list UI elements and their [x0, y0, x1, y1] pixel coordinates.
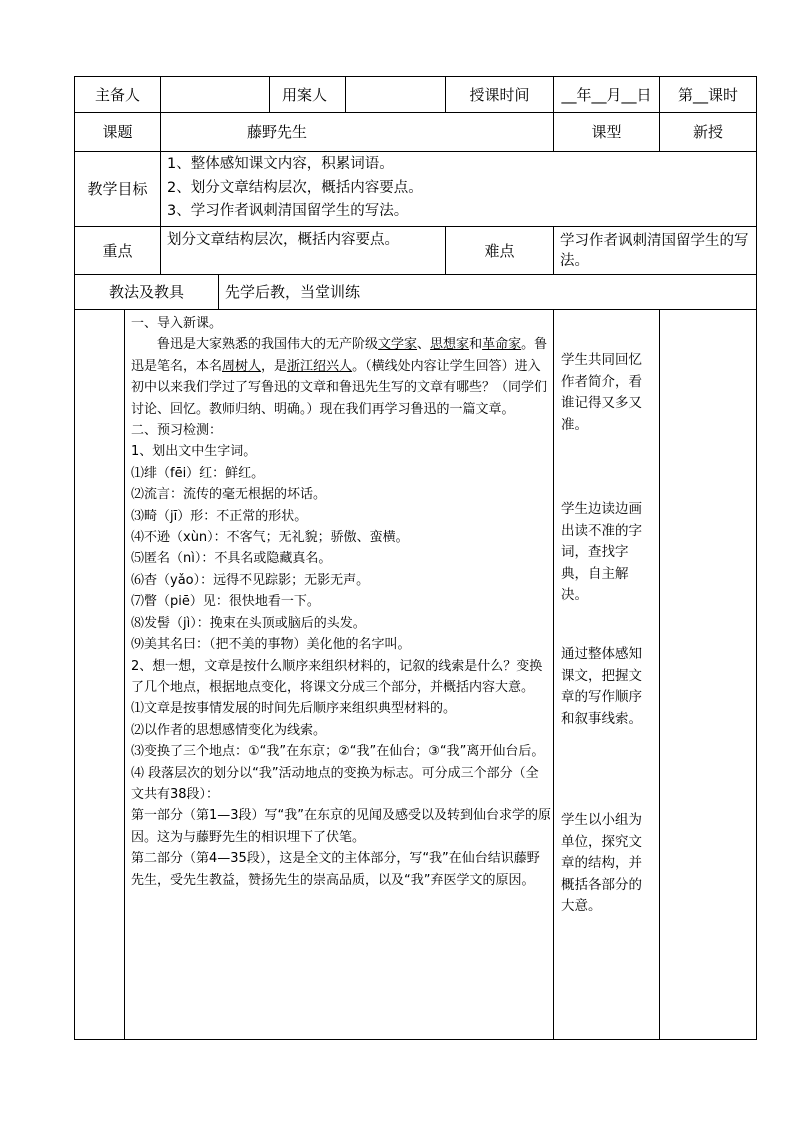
vocab-item-3: ⑶畸（jī）形：不正常的形状。 — [131, 508, 308, 524]
note-perceive: 通过整体感知课文，把握文章的写作顺序和叙事线索。 — [561, 646, 642, 727]
vocab-item-4: ⑷不逊（xùn）：不客气；无礼貌；骄傲、蛮横。 — [131, 530, 409, 546]
topic-label: 课题 — [102, 123, 133, 141]
intro-sep-3: 。鲁迅是笔名，本名 — [131, 337, 548, 374]
preparer-label: 主备人 — [94, 85, 140, 104]
answer-1: ⑴文章是按事情发展的时间先后顺序来组织典型材料的。 — [131, 701, 457, 717]
border-right — [756, 76, 757, 1040]
goals-list — [161, 152, 756, 226]
difficulty-value: 学习作者讽刺清国留学生的写法。 — [560, 233, 749, 269]
vocab-item-6: ⑹杳（yǎo）：远得不见踪影；无影无声。 — [131, 572, 370, 588]
note-recall: 学生共同回忆作者简介，看谁记得又多又准。 — [561, 352, 642, 433]
border-bottom — [74, 1039, 757, 1040]
note-read-mark: 学生边读边画出读不准的字词，查找字典，自主解决。 — [561, 501, 642, 603]
answer-3: ⑶变换了三个地点：①“我”在东京；②“我”在仙台；③“我”离开仙台后。 — [131, 744, 545, 760]
body-v1 — [124, 309, 125, 1039]
vocab-item-1: ⑴绯（fēi）红：鲜红。 — [131, 465, 265, 481]
type-value: 新授 — [692, 123, 723, 141]
section-preview-heading: 二、预习检测： — [131, 423, 223, 439]
goal-item-1: 1、整体感知课文内容，积累词语。 — [167, 156, 394, 172]
answer-4: ⑷ 段落层次的划分以“我”活动地点的变换为标志。可分成三个部分（全文共有38段）： — [131, 765, 539, 802]
intro-text-rest: 。（横线处内容让学生回答）进入初中以来我们学过了写鲁迅的文章和鲁迅先生写的文章有哪些？（同学们讨论、回忆。教师归纳、明确。）现在我们再学习鲁迅的一篇文章。 — [131, 358, 548, 417]
body-v3 — [659, 309, 660, 1039]
intro-paragraph — [131, 334, 551, 420]
difficulty-label: 难点 — [484, 241, 515, 260]
key-point-label: 重点 — [102, 241, 133, 260]
vocab-item-8: ⑻发髻（jì）：挽束在头顶或脑后的头发。 — [131, 615, 366, 631]
intro-sep-4: ，是 — [261, 358, 288, 374]
task-structure: 2、想一想，文章是按什么顺序来组织材料的，记叙的线索是什么？变换了几个地点，根据地点变化，将课文分成三个部分，并概括内容大意。 — [131, 658, 543, 695]
goal-item-3: 3、学习作者讽刺清国留学生的写法。 — [167, 203, 409, 219]
time-label: 授课时间 — [469, 85, 530, 104]
row-line-5 — [74, 309, 757, 310]
user-label: 用案人 — [282, 85, 328, 104]
part-1-summary: 第一部分（第1—3段）写“我”在东京的见闻及感受以及转到仙台求学的原因。这为与藤野先生的相识埋下了伏笔。 — [131, 808, 552, 845]
date-value[interactable]: __年__月__日 — [561, 85, 652, 104]
method-label: 教法及教具 — [108, 283, 184, 301]
blank-real-name: 周树人 — [222, 358, 262, 374]
blank-revolutionary: 革命家 — [482, 337, 522, 353]
intro-sep-2: 和 — [469, 337, 483, 353]
period-value[interactable]: 第__课时 — [677, 85, 738, 104]
section-intro-heading: 一、导入新课。 — [131, 316, 223, 331]
vocab-item-2: ⑵流言：流传的毫无根据的坏话。 — [131, 487, 327, 503]
topic-value: 藤野先生 — [247, 123, 308, 141]
note-group: 学生以小组为单位，探究文章的结构，并概括各部分的大意。 — [561, 812, 642, 914]
blank-hometown: 浙江绍兴人 — [287, 358, 353, 374]
vocab-item-7: ⑺瞥（piē）见：很快地看一下。 — [131, 594, 320, 610]
blank-writer: 文学家 — [378, 337, 418, 353]
goal-item-2: 2、划分文章结构层次，概括内容要点。 — [167, 179, 423, 196]
answer-2: ⑵以作者的思想感情变化为线索。 — [131, 722, 327, 738]
lesson-content — [131, 313, 551, 891]
intro-sep-1: 、 — [417, 337, 431, 353]
blank-thinker: 思想家 — [430, 337, 470, 353]
intro-text-a: 鲁迅是大家熟悉的我国伟大的无产阶级 — [157, 337, 379, 353]
key-point-value: 划分文章结构层次，概括内容要点。 — [167, 232, 399, 248]
method-value: 先学后教，当堂训练 — [225, 283, 361, 301]
preparer-value[interactable] — [161, 77, 269, 112]
body-v2 — [553, 309, 554, 1039]
vocab-item-5: ⑸匿名（nì）：不具名或隐藏真名。 — [131, 551, 332, 567]
goals-label: 教学目标 — [87, 180, 148, 198]
task-vocabulary: 1、划出文中生字词。 — [131, 444, 257, 460]
part-2-summary: 第二部分（第4—35段），这是全文的主体部分，写“我”在仙台结识藤野先生，受先生教益，赞扬先生的崇高品质，以及“我”弃医学文的原因。 — [131, 851, 540, 888]
user-value[interactable] — [346, 77, 445, 112]
type-label: 课型 — [591, 123, 622, 141]
vocab-item-9: ⑼美其名曰：（把不美的事物）美化他的名字叫。 — [131, 637, 411, 653]
